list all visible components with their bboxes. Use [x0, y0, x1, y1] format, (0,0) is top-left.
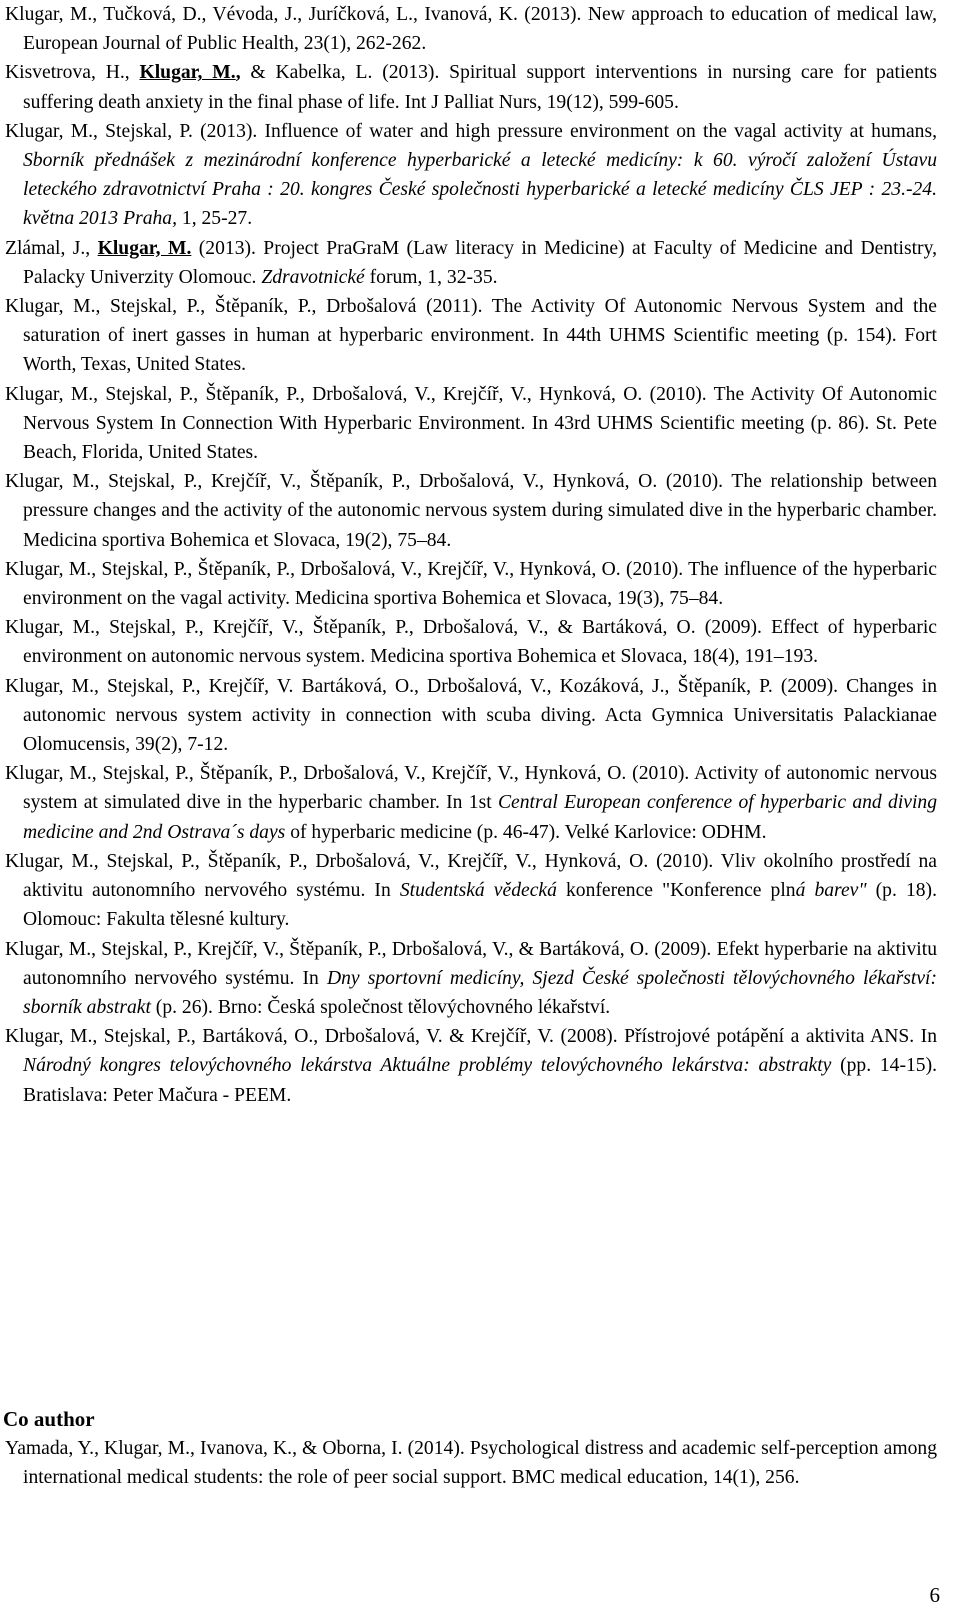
reference-text: Klugar, M., Stejskal, P., Krejčíř, V., Štěpaník, P., Drbošalová, V., & Bartáková, O. (2009). Efekt hyperbarie na aktivitu autonomního nervového systému. In	[5, 938, 937, 989]
reference-entry	[5, 555, 937, 613]
page-number: 6	[929, 1583, 940, 1607]
reference-text: Národný kongres telovýchovného lekárstva Aktuálne problémy telovýchovného lekárstva: abstrakty	[23, 1055, 832, 1077]
reference-text: Klugar, M.	[139, 62, 236, 84]
reference-text: Klugar, M., Tučková, D., Vévoda, J., Juríčková, L., Ivanová, K. (2013). New approach to education of medical law, European Journal of Public Health, 23(1), 262-262.	[5, 4, 937, 55]
reference-text: (2013). Project PraGraM (Law literacy in Medicine) at Faculty of Medicine and Dentistry, Palacky Univerzity Olomouc.	[23, 237, 937, 288]
reference-text: Klugar, M., Stejskal, P., Bartáková, O., Drbošalová, V. & Krejčíř, V. (2008). Přístrojové potápění a aktivita ANS. In	[5, 1026, 937, 1048]
reference-text: Klugar, M., Stejskal, P., Krejčíř, V., Štěpaník, P., Drbošalová, V., & Bartáková, O. (2009). Effect of hyperbaric environment on autonomic nervous system. Medicina sportiva Bohemica et Slovaca, 18(4), 191–193.	[5, 617, 937, 668]
reference-text: Studentská vědecká	[399, 880, 557, 902]
reference-text: (p. 18). Olomouc: Fakulta tělesné kultury.	[23, 880, 937, 931]
reference-list	[5, 0, 937, 1110]
reference-text: konference "Konference pln	[556, 880, 796, 902]
reference-text: Zlámal, J.,	[5, 237, 98, 259]
reference-entry	[5, 847, 937, 935]
coauthor-reference-list	[5, 1434, 937, 1492]
reference-text: (p. 26). Brno: Česká společnost tělovýchovného lékařství.	[150, 996, 611, 1018]
reference-text: Klugar, M., Stejskal, P., Štěpaník, P., Drbošalová (2011). The Activity Of Autonomic Nervous System and the saturation of inert gasses in human at hyperbaric environment. In 44th UHMS Scientific meeting (p. 154). Fort Worth, Texas, United States.	[5, 296, 937, 376]
reference-text: Kisvetrova, H.,	[5, 62, 140, 84]
reference-entry	[5, 117, 937, 234]
reference-text: & Kabelka, L. (2013). Spiritual support interventions in nursing care for patients suffering death anxiety in the final phase of life. Int J Palliat Nurs, 19(12), 599-605.	[23, 62, 937, 113]
coauthor-heading: Co author	[3, 1407, 95, 1431]
reference-entry	[5, 58, 937, 116]
reference-entry	[5, 759, 937, 847]
reference-text: Klugar, M., Stejskal, P., Štěpaník, P., Drbošalová, V., Krejčíř, V., Hynková, O. (2010). The influence of the hyperbaric environment on the vagal activity. Medicina sportiva Bohemica et Slovaca, 19(3), 75–84.	[5, 558, 937, 610]
reference-text: Klugar, M., Stejskal, P., Krejčíř, V., Štěpaník, P., Drbošalová, V., Hynková, O. (2010). The relationship between pressure changes and the activity of the autonomic nervous system during simulated dive in the hyperbaric chamber. Medicina sportiva Bohemica et Slovaca, 19(2), 75–84.	[5, 471, 937, 551]
reference-text: forum, 1, 32-35.	[364, 266, 498, 288]
reference-text: ,	[235, 62, 251, 84]
reference-text: 1, 25-27.	[177, 208, 253, 230]
reference-text: Klugar, M., Stejskal, P., Štěpaník, P., Drbošalová, V., Krejčíř, V., Hynková, O. (2010). Activity of autonomic nervous system at simulated dive in the hyperbaric chamber. In 1st	[5, 763, 937, 814]
reference-entry	[5, 672, 937, 760]
reference-text: Yamada, Y., Klugar, M., Ivanova, K., & Oborna, I. (2014). Psychological distress and academic self-perception among international medical students: the role of peer social support. BMC medical education, 14(1), 256.	[5, 1438, 937, 1489]
reference-entry	[5, 1434, 937, 1492]
reference-text: Klugar, M.	[97, 237, 192, 259]
reference-entry	[5, 380, 937, 468]
reference-text: of hyperbaric medicine (p. 46-47). Velké Karlovice: ODHM.	[285, 821, 767, 843]
reference-text: Zdravotnické	[261, 266, 365, 288]
reference-text: (pp. 14-15). Bratislava: Peter Mačura - PEEM.	[23, 1055, 937, 1106]
reference-entry	[5, 613, 937, 671]
reference-text: Dny sportovní medicíny, Sjezd České společnosti tělovýchovného lékařství: sborník abstrakt	[23, 967, 937, 1018]
reference-text: Klugar, M., Stejskal, P. (2013). Influence of water and high pressure environment on the vagal activity at humans,	[5, 120, 937, 142]
reference-entry	[5, 0, 937, 58]
reference-text: Klugar, M., Stejskal, P., Štěpaník, P., Drbošalová, V., Krejčíř, V., Hynková, O. (2010). Vliv okolního prostředí na aktivitu autonomního nervového systému. In	[5, 850, 937, 902]
reference-text: Klugar, M., Stejskal, P., Štěpaník, P., Drbošalová, V., Krejčíř, V., Hynková, O. (2010). The Activity Of Autonomic Nervous System In Connection With Hyperbaric Environment. In 43rd UHMS Scientific meeting (p. 86). St. Pete Beach, Florida, United States.	[5, 383, 937, 464]
reference-text: Klugar, M., Stejskal, P., Krejčíř, V. Bartáková, O., Drbošalová, V., Kozáková, J., Štěpaník, P. (2009). Changes in autonomic nervous system activity in connection with scuba diving. Acta Gymnica Universitatis Palackianae Olomucensis, 39(2), 7-12.	[5, 675, 937, 756]
reference-entry	[5, 292, 937, 380]
reference-entry	[5, 1022, 937, 1110]
reference-entry	[5, 935, 937, 1023]
reference-text: á barev"	[795, 880, 867, 902]
reference-entry	[5, 467, 937, 555]
reference-text: Central European conference of hyperbaric and diving medicine and 2nd Ostrava´s days	[23, 792, 937, 843]
reference-text: Sborník přednášek z mezinárodní konference hyperbarické a letecké medicíny: k 60. výročí založení Ústavu leteckého zdravotnictví Praha : 20. kongres České společnosti hyperbarické a letecké medicíny ČLS JEP : 23.-24. května 2013 Praha,	[23, 150, 937, 230]
reference-entry	[5, 234, 937, 292]
